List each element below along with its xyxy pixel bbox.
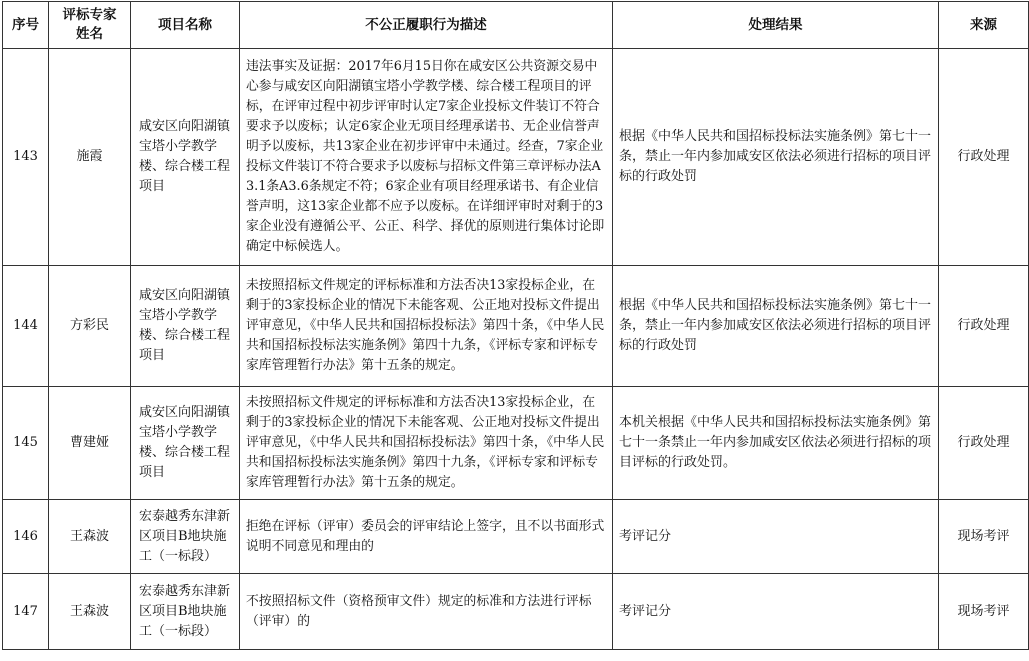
col-header-expert: 评标专家姓名	[49, 2, 131, 49]
table-row	[3, 574, 1029, 650]
col-header-behavior: 不公正履职行为描述	[240, 2, 613, 49]
behavior-cell: 拒绝在评标（评审）委员会的评审结论上签字，且不以书面形式说明不同意见和理由的	[240, 500, 613, 574]
result-cell: 本机关根据《中华人民共和国招标投标法实施条例》第七十一条禁止一年内参加咸安区依法必须进行招标的项目评标的行政处罚。	[613, 387, 939, 500]
behavior-cell: 未按照招标文件规定的评标标准和方法否决13家投标企业，在剩于的3家投标企业的情况下未能客观、公正地对投标文件提出评审意见，《中华人民共和国招标投标法》第四十条，《中华人民共和国招标投标法实施条例》第四十九条，《评标专家和评标专家库管理暂行办法》第十五条的规定。	[240, 266, 613, 387]
behavior-cell: 不按照招标文件（资格预审文件）规定的标准和方法进行评标（评审）的	[240, 574, 613, 650]
expert-cell: 施霞	[49, 49, 131, 266]
seq-cell: 144	[3, 266, 49, 387]
project-cell: 宏泰越秀东津新区项目B地块施工（一标段）	[131, 574, 240, 650]
table-row	[3, 387, 1029, 500]
penalty-table	[2, 1, 1029, 650]
table-row	[3, 266, 1029, 387]
table-row	[3, 49, 1029, 266]
result-cell: 考评记分	[613, 500, 939, 574]
seq-cell: 147	[3, 574, 49, 650]
col-header-source: 来源	[939, 2, 1029, 49]
table-row	[3, 500, 1029, 574]
expert-cell: 王森波	[49, 574, 131, 650]
header-row	[3, 2, 1029, 49]
expert-cell: 方彩民	[49, 266, 131, 387]
source-cell: 行政处理	[939, 387, 1029, 500]
expert-cell: 曹建娅	[49, 387, 131, 500]
project-cell: 咸安区向阳湖镇宝塔小学教学楼、综合楼工程项目	[131, 387, 240, 500]
source-cell: 行政处理	[939, 266, 1029, 387]
behavior-cell: 未按照招标文件规定的评标标准和方法否决13家投标企业，在剩于的3家投标企业的情况下未能客观、公正地对投标文件提出评审意见，《中华人民共和国招标投标法》第四十条，《中华人民共和国招标投标法实施条例》第四十九条，《评标专家和评标专家库管理暂行办法》第十五条的规定。	[240, 387, 613, 500]
result-cell: 考评记分	[613, 574, 939, 650]
project-cell: 咸安区向阳湖镇宝塔小学教学楼、综合楼工程项目	[131, 49, 240, 266]
behavior-cell: 违法事实及证据：2017年6月15日你在咸安区公共资源交易中心参与咸安区向阳湖镇宝塔小学教学楼、综合楼工程项目的评标，在评审过程中初步评审时认定7家企业投标文件装订不符合要求予以废标；认定6家企业无项目经理承诺书、无企业信誉声明予以废标，共13家企业在初步评审中未通过。经查，7家企业投标文件装订不符合要求予以废标与招标文件第三章评标办法A3.1条A3.6条规定不符；6家企业有项目经理承诺书、有企业信誉声明，这13家企业都不应予以废标。在详细评审时对剩于的3家企业没有遵循公平、公正、科学、择优的原则进行集体讨论即确定中标候选人。	[240, 49, 613, 266]
source-cell: 现场考评	[939, 500, 1029, 574]
seq-cell: 145	[3, 387, 49, 500]
expert-cell: 王森波	[49, 500, 131, 574]
col-header-result: 处理结果	[613, 2, 939, 49]
col-header-project: 项目名称	[131, 2, 240, 49]
col-header-seq: 序号	[3, 2, 49, 49]
source-cell: 行政处理	[939, 49, 1029, 266]
source-cell: 现场考评	[939, 574, 1029, 650]
project-cell: 宏泰越秀东津新区项目B地块施工（一标段）	[131, 500, 240, 574]
seq-cell: 143	[3, 49, 49, 266]
result-cell: 根据《中华人民共和国招标投标法实施条例》第七十一条，禁止一年内参加咸安区依法必须进行招标的项目评标的行政处罚	[613, 266, 939, 387]
result-cell: 根据《中华人民共和国招标投标法实施条例》第七十一条，禁止一年内参加咸安区依法必须进行招标的项目评标的行政处罚	[613, 49, 939, 266]
project-cell: 咸安区向阳湖镇宝塔小学教学楼、综合楼工程项目	[131, 266, 240, 387]
seq-cell: 146	[3, 500, 49, 574]
